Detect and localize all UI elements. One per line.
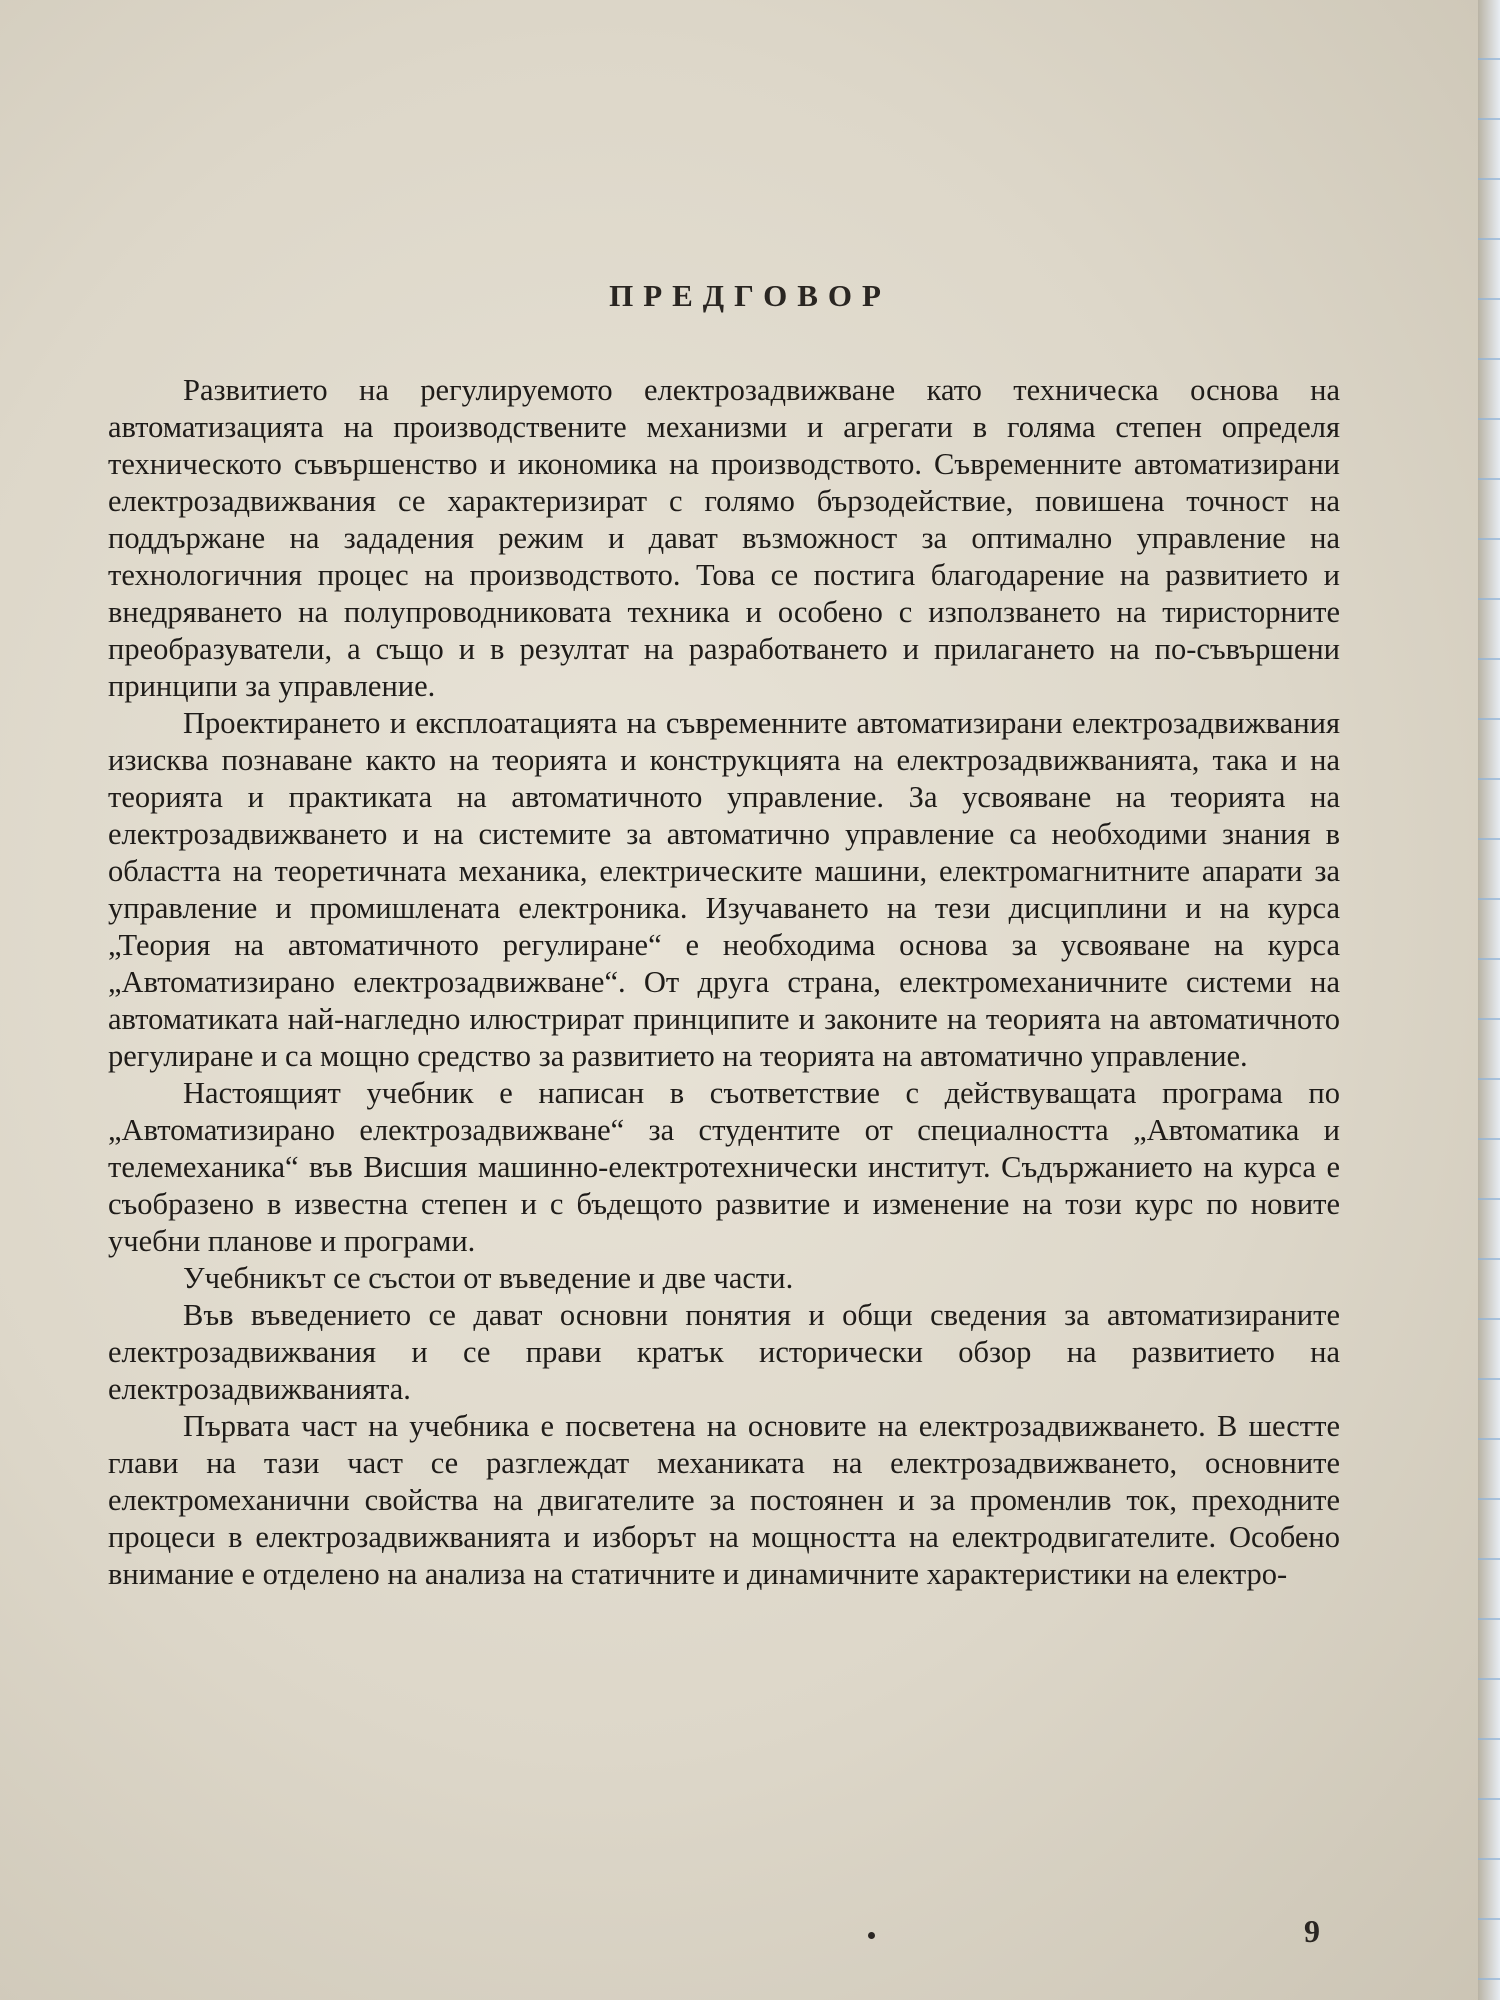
preface-body	[108, 372, 1340, 1593]
paragraph: Развитието на регулируемото електрозадвижване като техническа основа на автоматизацията на производствените механизми и агрегати в голяма степен определя техническото съвършенство и икономика на производството. Съвременните автоматизирани електрозадвижвания се характеризират с голямо бързодействие, повишена точност на поддържане на зададения режим и дават възможност за оптимално управление на технологичния процес на производството. Това се постига благодарение на развитието и внедряването на полупроводниковата техника и особено с използването на тиристорните преобразуватели, а също и в резултат на разработването и прилагането на по-съвършени принципи за управление.	[108, 373, 1340, 703]
ink-speck	[868, 1932, 875, 1939]
paragraph: Във въведението се дават основни понятия и общи сведения за автоматизираните електрозадвижвания и се прави кратък исторически обзор на развитието на електрозадвижванията.	[108, 1298, 1340, 1406]
paragraph: Проектирането и експлоатацията на съвременните автоматизирани електрозадвижвания изисква познаване както на теорията и конструкцията на електрозадвижванията, така и на теорията и практиката на автоматичното управление. За усвояване на теорията на електрозадвижването и на системите за автоматично управление са необходими знания в областта на теоретичната механика, електрическите машини, електромагнитните апарати за управление и промишлената електроника. Изучаването на тези дисциплини и на курса „Теория на автоматичното регулиране“ е необходима основа за усвояване на курса „Автоматизирано електрозадвижване“. От друга страна, електромеханичните системи на автоматиката най-нагледно илюстрират принципите и законите на теорията на автоматичното регулиране и са мощно средство за развитието на теорията на автоматично управление.	[108, 706, 1340, 1073]
paragraph: Първата част на учебника е посветена на основите на електрозадвижването. В шестте глави на тази част се разглеждат механиката на електрозадвижването, основните електромеханични свойства на двигателите за постоянен и за променлив ток, преходните процеси в електрозадвижванията и изборът на мощността на електродвигателите. Особено внимание е отделено на анализа на статичните и динамичните характеристики на електро-	[108, 1409, 1340, 1591]
page-number: 9	[1304, 1913, 1320, 1949]
paragraph: Настоящият учебник е написан в съответствие с действуващата програма по „Автоматизирано електрозадвижване“ за студентите от специалността „Автоматика и телемеханика“ във Висшия машинно-електротехнически институт. Съдържанието на курса е съобразено в известна степен и с бъдещото развитие и изменение на този курс по новите учебни планове и програми.	[108, 1076, 1340, 1258]
page-title: ПРЕДГОВОР	[609, 278, 891, 313]
paragraph: Учебникът се състои от въведение и две части.	[183, 1261, 794, 1295]
